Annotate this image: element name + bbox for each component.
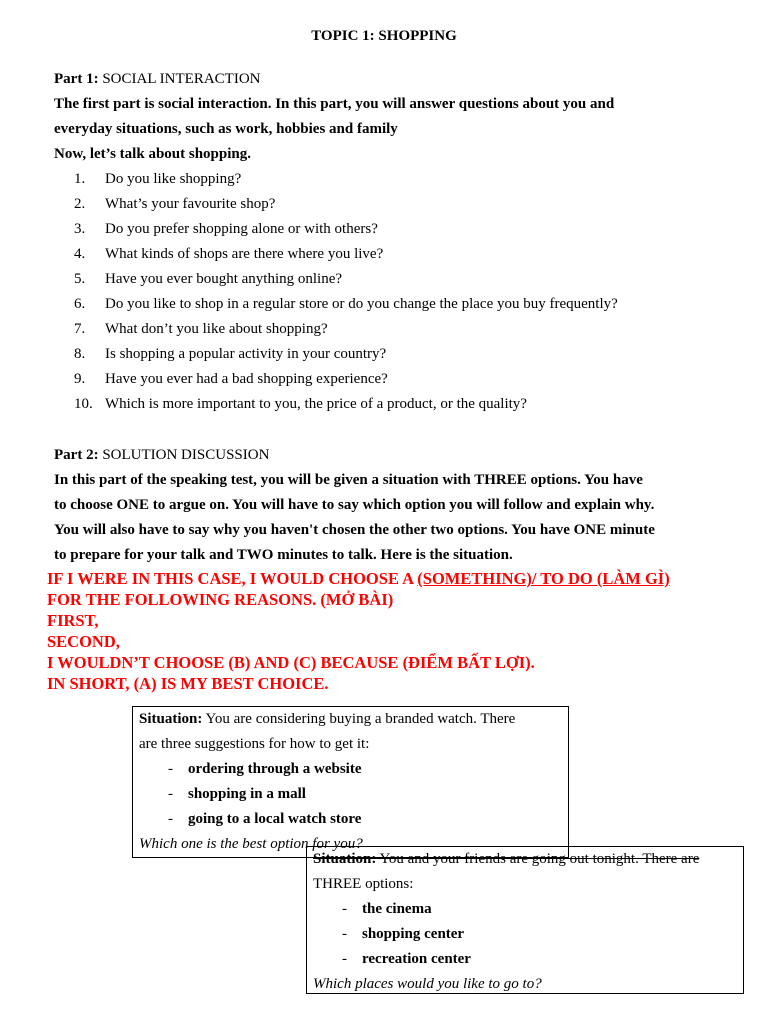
part2-heading [54, 443, 734, 468]
dash-bullet: - [168, 761, 173, 777]
question-text: What don’t you like about shopping? [105, 321, 328, 337]
question-number: 2. [74, 196, 86, 212]
part1-intro-line-2: everyday situations, such as work, hobbies and family [54, 121, 398, 137]
question-number: 6. [74, 296, 86, 312]
template-line: FOR THE FOLLOWING REASONS. (MỞ BÀI) [47, 590, 394, 609]
option-text: the cinema [362, 901, 432, 917]
situation-label: Situation: [313, 851, 377, 867]
situation-text-line-2: THREE options: [313, 876, 414, 892]
question-text: What’s your favourite shop? [105, 196, 276, 212]
situation-text-line-1 [139, 707, 562, 732]
situation-description: You are considering buying a branded watch. There [202, 711, 516, 727]
part1-heading [54, 67, 734, 92]
part1-section [54, 67, 734, 417]
part2-intro-line: to choose ONE to argue on. You will have to say which option you will follow and explain why. [54, 497, 655, 513]
page-title: TOPIC 1: SHOPPING [311, 28, 457, 44]
question-text: Have you ever bought anything online? [105, 271, 343, 287]
part2-intro-line: You will also have to say why you haven't chosen the other two options. You have ONE minute [54, 522, 655, 538]
answer-template [47, 568, 747, 694]
situation-text-line-1 [313, 847, 737, 872]
option-text: ordering through a website [188, 761, 362, 777]
question-item [54, 317, 734, 342]
question-number: 1. [74, 171, 86, 187]
question-number: 10. [74, 396, 93, 412]
part1-intro-line-1: The first part is social interaction. In this part, you will answer questions about you and [54, 96, 615, 112]
option-item [139, 757, 562, 782]
template-line: FIRST, [47, 611, 99, 630]
part2-section [54, 443, 734, 568]
situation-question: Which one is the best option for you? [139, 836, 363, 852]
template-line: SECOND, [47, 632, 120, 651]
template-line-1-underlined: (SOMETHING)/ TO DO (LÀM GÌ) [417, 569, 670, 588]
situation-question: Which places would you like to go to? [313, 976, 542, 992]
question-number: 4. [74, 246, 86, 262]
question-item [54, 192, 734, 217]
question-number: 3. [74, 221, 86, 237]
part1-prompt: Now, let’s talk about shopping. [54, 146, 251, 162]
question-item [54, 242, 734, 267]
option-text: shopping in a mall [188, 786, 306, 802]
part2-intro-line: In this part of the speaking test, you will be given a situation with THREE options. You have [54, 472, 643, 488]
part1-heading-title: SOCIAL INTERACTION [98, 71, 261, 87]
template-line: I WOULDN’T CHOOSE (B) AND (C) BECAUSE (ĐIỂM BẤT LỢI). [47, 653, 535, 672]
question-item [54, 367, 734, 392]
option-item [313, 947, 737, 972]
question-item [54, 267, 734, 292]
question-text: Have you ever had a bad shopping experience? [105, 371, 388, 387]
option-list [139, 757, 562, 832]
question-item [54, 167, 734, 192]
question-text: What kinds of shops are there where you live? [105, 246, 384, 262]
question-text: Do you like to shop in a regular store or do you change the place you buy frequently? [105, 296, 618, 312]
option-text: going to a local watch store [188, 811, 362, 827]
situation-box-watch [132, 706, 569, 858]
dash-bullet: - [342, 901, 347, 917]
option-list [313, 897, 737, 972]
situation-text-line-2: are three suggestions for how to get it: [139, 736, 370, 752]
question-text: Do you like shopping? [105, 171, 242, 187]
part2-heading-label: Part 2: [54, 447, 99, 463]
question-item [54, 292, 734, 317]
part1-heading-label: Part 1: [54, 71, 99, 87]
option-item [313, 922, 737, 947]
question-number: 8. [74, 346, 86, 362]
question-list [54, 167, 734, 417]
part2-intro-line: to prepare for your talk and TWO minutes to talk. Here is the situation. [54, 547, 513, 563]
template-line [47, 568, 747, 589]
situation-description: You and your friends are going out tonight. There are [376, 851, 700, 867]
question-number: 5. [74, 271, 86, 287]
dash-bullet: - [342, 951, 347, 967]
template-line: IN SHORT, (A) IS MY BEST CHOICE. [47, 674, 329, 693]
question-item [54, 217, 734, 242]
option-text: recreation center [362, 951, 471, 967]
option-item [139, 807, 562, 832]
part2-heading-title: SOLUTION DISCUSSION [98, 447, 270, 463]
option-item [139, 782, 562, 807]
question-text: Which is more important to you, the price of a product, or the quality? [105, 396, 527, 412]
dash-bullet: - [168, 786, 173, 802]
question-item [54, 342, 734, 367]
situation-label: Situation: [139, 711, 203, 727]
dash-bullet: - [342, 926, 347, 942]
option-item [313, 897, 737, 922]
question-number: 9. [74, 371, 86, 387]
option-text: shopping center [362, 926, 465, 942]
dash-bullet: - [168, 811, 173, 827]
question-text: Is shopping a popular activity in your country? [105, 346, 387, 362]
situation-box-going-out [306, 846, 744, 994]
template-line-1-prefix: IF I WERE IN THIS CASE, I WOULD CHOOSE A [47, 569, 418, 588]
question-number: 7. [74, 321, 86, 337]
question-text: Do you prefer shopping alone or with others? [105, 221, 378, 237]
question-item [54, 392, 734, 417]
